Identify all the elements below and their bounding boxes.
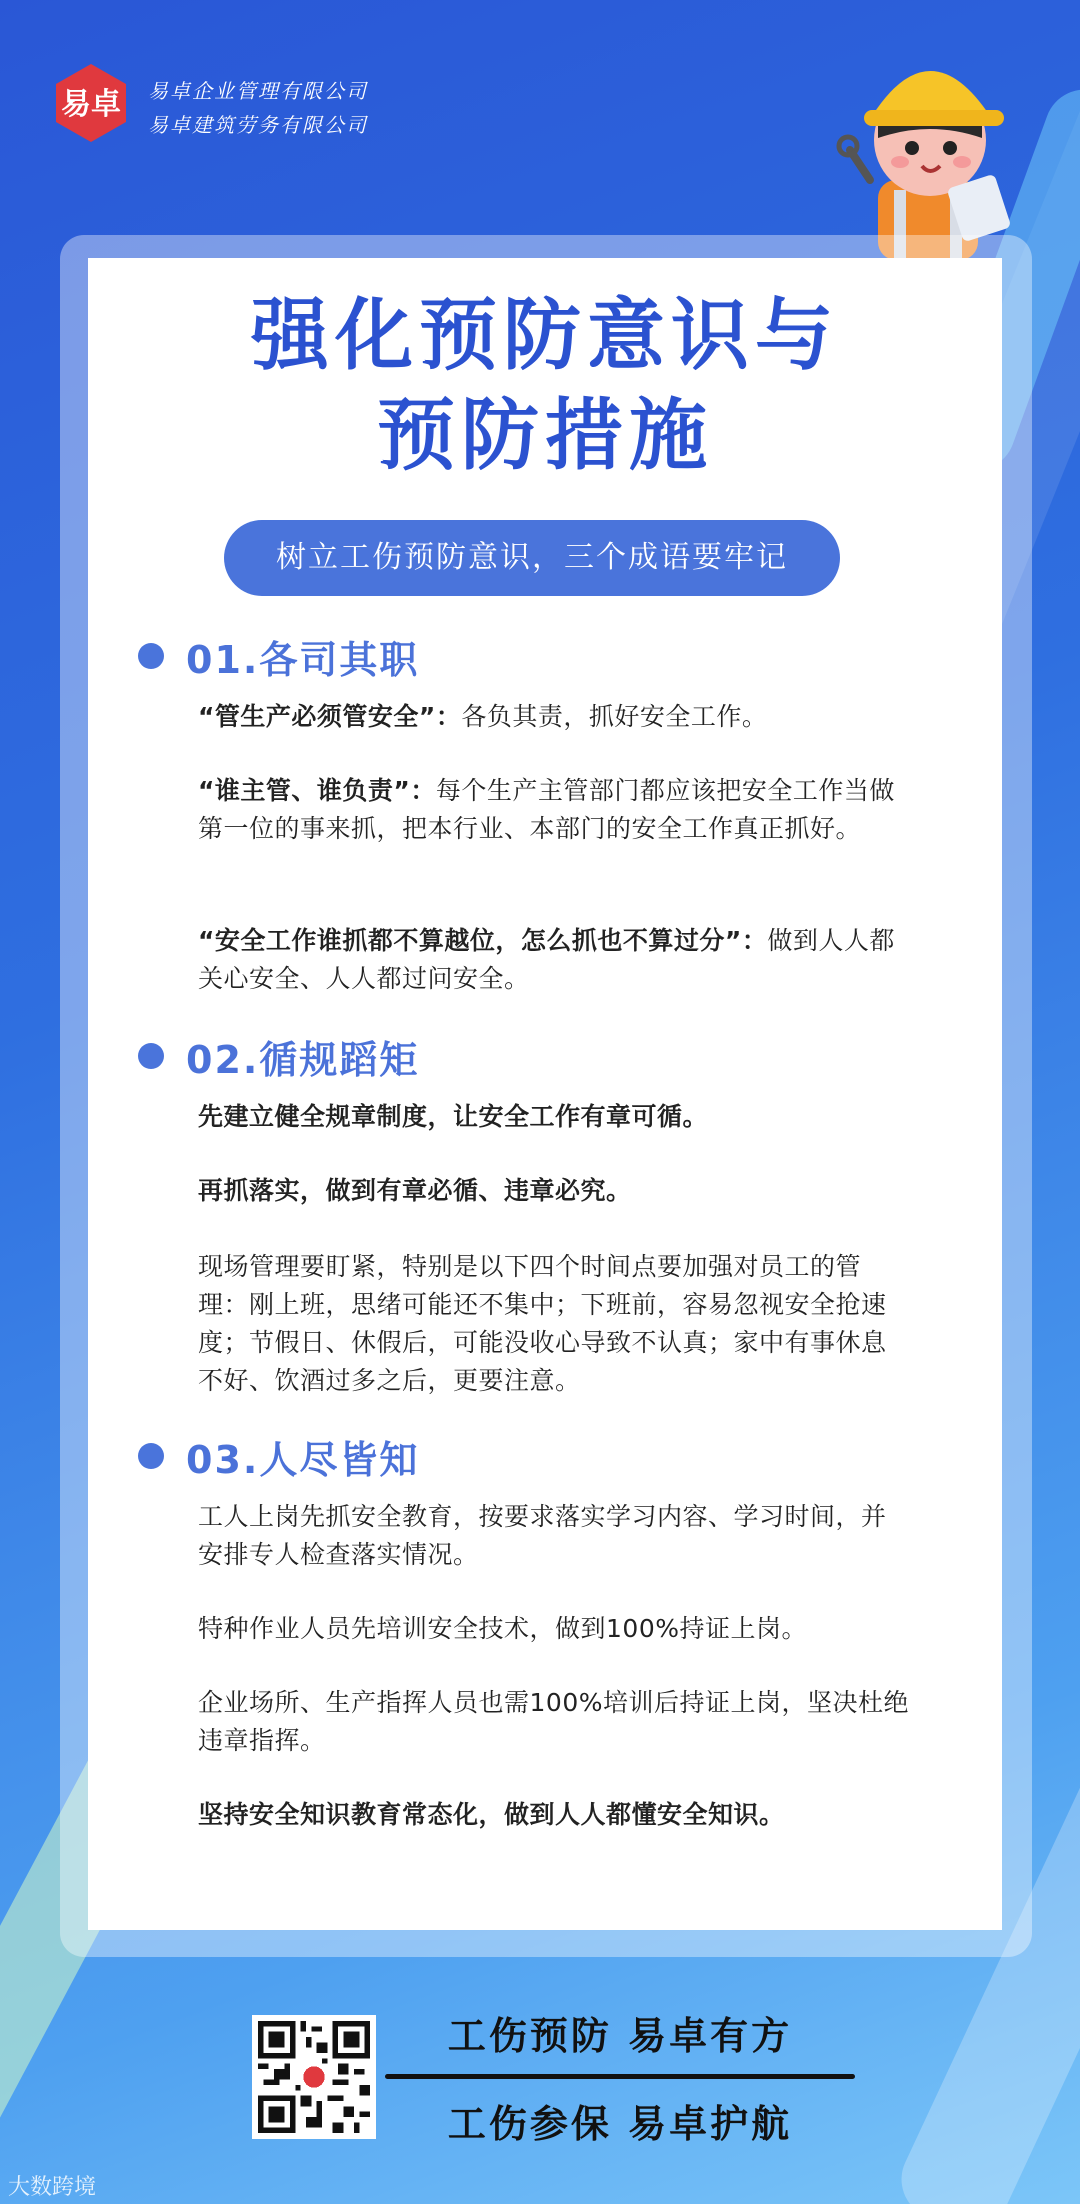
content-card bbox=[88, 258, 1002, 1930]
company-logo bbox=[50, 62, 132, 144]
company-name-2: 易卓建筑劳务有限公司 bbox=[148, 113, 368, 137]
logo-text: 易卓 bbox=[61, 87, 121, 122]
footer-slogan-2: 工伤参保 易卓护航 bbox=[447, 2102, 793, 2146]
bullet-dot-icon bbox=[138, 1043, 164, 1069]
section-title: 03.人尽皆知 bbox=[186, 1437, 420, 1482]
section-title: 02.循规蹈矩 bbox=[186, 1037, 420, 1082]
paragraph: 现场管理要盯紧，特别是以下四个时间点要加强对员工的管理：刚上班，思绪可能还不集中；下班前，容易忽视安全抢速度；节假日、休假后，可能没收心导致不认真；家中有事休息不好、饮酒过多之后，更要注意。 bbox=[198, 1252, 887, 1395]
paragraph: “谁主管、谁负责”：每个生产主管部门都应该把安全工作当做第一位的事来抓，把本行业、本部门的安全工作真正抓好。 bbox=[198, 776, 895, 843]
paragraph: 企业场所、生产指挥人员也需100%培训后持证上岗，坚决杜绝违章指挥。 bbox=[198, 1688, 909, 1755]
worker-mascot-illustration bbox=[830, 30, 1030, 260]
section-heading-03 bbox=[138, 1428, 419, 1484]
paragraph: “管生产必须管安全”：各负其责，抓好安全工作。 bbox=[198, 702, 768, 731]
paragraph: 先建立健全规章制度，让安全工作有章可循。 bbox=[198, 1102, 709, 1131]
footer-slogan-1: 工伤预防 易卓有方 bbox=[447, 2014, 793, 2058]
bullet-dot-icon bbox=[138, 1443, 164, 1469]
watermark: 大数跨境 bbox=[8, 2175, 97, 2200]
bullet-dot-icon bbox=[138, 643, 164, 669]
qr-code[interactable] bbox=[252, 2015, 376, 2139]
company-name-1: 易卓企业管理有限公司 bbox=[148, 79, 368, 103]
paragraph: “安全工作谁抓都不算越位，怎么抓也不算过分”：做到人人都关心安全、人人都过问安全。 bbox=[198, 926, 895, 993]
section-heading-01 bbox=[138, 628, 419, 684]
paragraph: 坚持安全知识教育常态化，做到人人都懂安全知识。 bbox=[198, 1800, 785, 1829]
page-title-line2: 预防措施 bbox=[376, 391, 713, 481]
section-title: 01.各司其职 bbox=[186, 637, 420, 682]
footer-divider bbox=[385, 2074, 855, 2079]
paragraph: 再抓落实，做到有章必循、违章必究。 bbox=[198, 1176, 632, 1205]
paragraph: 工人上岗先抓安全教育，按要求落实学习内容、学习时间，并安排专人检查落实情况。 bbox=[198, 1502, 887, 1569]
company-names bbox=[148, 74, 368, 142]
section-heading-02 bbox=[138, 1028, 419, 1084]
page-title-line1: 强化预防意识与 bbox=[250, 291, 839, 381]
subtitle-pill: 树立工伤预防意识，三个成语要牢记 bbox=[224, 520, 840, 596]
paragraph: 特种作业人员先培训安全技术，做到100%持证上岗。 bbox=[198, 1614, 807, 1643]
